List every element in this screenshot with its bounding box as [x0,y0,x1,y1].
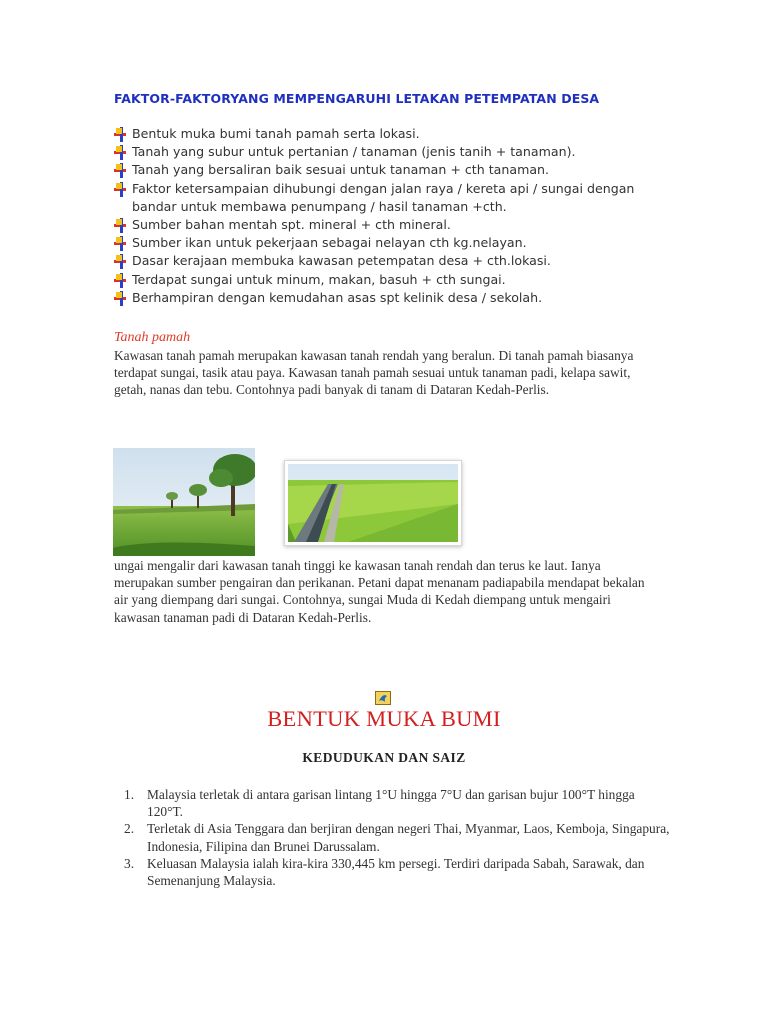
fact-list [114,786,674,889]
list-item: 2. Terletak di Asia Tenggara dan berjiran dengan negeri Thai, Myanmar, Laos, Kemboja, Singapura, Indonesia, Filipina dan Brunei Darussalam. [124,821,670,854]
factor-list [114,125,674,307]
lowland-photo [113,448,255,556]
bullet-pin-icon [114,218,130,233]
list-item: Faktor ketersampaian dihubungi dengan jalan raya / kereta api / sungai dengan bandar untuk membawa penumpang / hasil tanaman +cth. [114,180,674,216]
bullet-pin-icon [114,145,130,160]
section-subtitle: KEDUDUKAN DAN SAIZ [302,750,466,765]
bullet-pin-icon [114,273,130,288]
list-item: Berhampiran dengan kemudahan asas spt kelinik desa / sekolah. [114,289,674,307]
bullet-pin-icon [114,254,130,269]
list-item: Tanah yang subur untuk pertanian / tanaman (jenis tanih + tanaman). [114,143,674,161]
list-item: 3. Keluasan Malaysia ialah kira-kira 330,445 km persegi. Terdiri daripada Sabah, Sarawak, dan Semenanjung Malaysia. [124,855,645,889]
bullet-pin-icon [114,236,130,251]
bullet-pin-icon [114,163,130,178]
list-item: Sumber bahan mentah spt. mineral + cth mineral. [114,216,674,234]
bullet-pin-icon [114,291,130,306]
paragraph-tanah-pamah: Kawasan tanah pamah merupakan kawasan tanah rendah yang beralun. Di tanah pamah biasanya terdapat sungai, tasik atau paya. Kawasan tanah pamah sesuai untuk tanaman padi, kelapa sawit, getah, nanas dan tebu. Contohnya padi banyak di tanam di Dataran Kedah-Perlis. [114,348,634,398]
bullet-pin-icon [114,127,130,142]
main-title: BENTUK MUKA BUMI [267,706,501,731]
list-item: Tanah yang bersaliran baik sesuai untuk tanaman + cth tanaman. [114,161,674,179]
paddy-canal-photo [284,460,462,546]
clipart-icon [375,691,391,705]
subheading-tanah-pamah: Tanah pamah [114,330,191,345]
section-heading: FAKTOR-FAKTORYANG MEMPENGARUHI LETAKAN PETEMPATAN DESA [114,91,600,106]
list-item: Terdapat sungai untuk minum, makan, basuh + cth sungai. [114,271,674,289]
bullet-pin-icon [114,182,130,197]
list-item: Bentuk muka bumi tanah pamah serta lokasi. [114,125,674,143]
paragraph-sungai: ungai mengalir dari kawasan tanah tinggi ke kawasan tanah rendah dan terus ke laut. Ianya merupakan sumber pengairan dan perikanan. Petani dapat menanam padiapabila mendapat bekalan air yang diempang dari sungai. Contohnya, sungai Muda di Kedah diempang untuk mengairi kawasan tanaman padi di Dataran Kedah-Perlis. [114,558,645,625]
list-item: Dasar kerajaan membuka kawasan petempatan desa + cth.lokasi. [114,252,674,270]
list-item: 1. Malaysia terletak di antara garisan lintang 1°U hingga 7°U dan garisan bujur 100°T hingga 120°T. [124,787,635,820]
list-item: Sumber ikan untuk pekerjaan sebagai nelayan cth kg.nelayan. [114,234,674,252]
